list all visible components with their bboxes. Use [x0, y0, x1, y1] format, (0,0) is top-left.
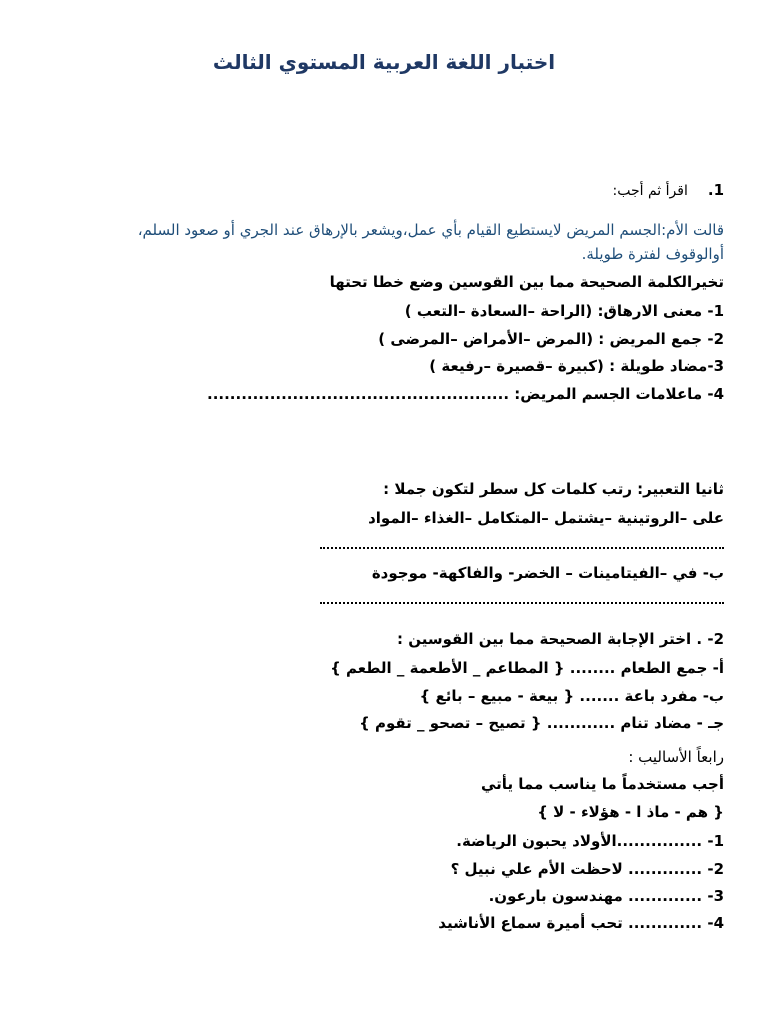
- section1-item-1: 1- معنى الارهاق: (الراحة –السعادة –التعب ): [404, 302, 724, 320]
- section4-item-4: 4- ............. تحب أميرة سماع الأناشيد: [438, 914, 724, 932]
- section3-item-2: ب- مفرد باعة ....... { بيعة - مبيع – بائع }: [419, 687, 724, 705]
- section4-instruction: أجب مستخدماً ما يناسب مما يأتي: [481, 775, 724, 793]
- section2-item-a: على –الروتينية –يشتمل –المتكامل –الغذاء –المواد: [368, 509, 724, 527]
- section1-item-3: 3-مضاد طويلة : (كبيرة –قصيرة –رفيعة ): [429, 357, 724, 375]
- section1-instruction: تخيرالكلمة الصحيحة مما بين القوسين وضع خطا تحتها: [329, 273, 724, 291]
- section2-heading: ثانيا التعبير: رتب كلمات كل سطر لتكون جملا :: [383, 480, 724, 498]
- section4-item-2: 2- ............. لاحظت الأم علي نبيل ؟: [450, 860, 724, 878]
- section1-heading-row: [613, 179, 724, 202]
- answer-line-b: [320, 600, 724, 604]
- passage-line-1: قالت الأم:الجسم المريض لايستطيع القيام بأي عمل،ويشعر بالإرهاق عند الجري أو صعود السلم،: [137, 221, 724, 239]
- section4-heading: رابعاً الأساليب :: [628, 748, 724, 766]
- section1-heading: اقرأ ثم أجب:: [612, 183, 688, 199]
- section1-heading-number: 1.: [707, 181, 724, 199]
- answer-line-a: [320, 545, 724, 549]
- section1-item-4: 4- ماعلامات الجسم المريض: .....................................................: [207, 385, 724, 403]
- passage-line-2: أوالوقوف لفترة طويلة.: [581, 245, 724, 263]
- section4-item-1: 1- ...............الأولاد يحبون الرياضة.: [456, 832, 724, 850]
- section4-item-3: 3- ............. مهندسون بارعون.: [488, 887, 724, 905]
- section3-item-3: جـ - مضاد تنام ............ { تصيح – تصحو _ تقوم }: [359, 714, 724, 732]
- section3-item-1: أ- جمع الطعام ........ { المطاعم _ الأطعمة _ الطعم }: [330, 659, 724, 677]
- section2-item-b: ب- في –الفيتامينات – الخضر- والفاكهة- موجودة: [371, 564, 724, 582]
- section1-item-2: 2- جمع المريض : (المرض –الأمراض –المرضى ): [378, 330, 724, 348]
- page-title: اختبار اللغة العربية المستوي الثالث: [212, 50, 556, 74]
- section4-options: { هم - ماذ ا - هؤلاء - لا }: [537, 803, 724, 821]
- section3-heading: 2- . اختر الإجابة الصحيحة مما بين القوسين :: [397, 630, 724, 648]
